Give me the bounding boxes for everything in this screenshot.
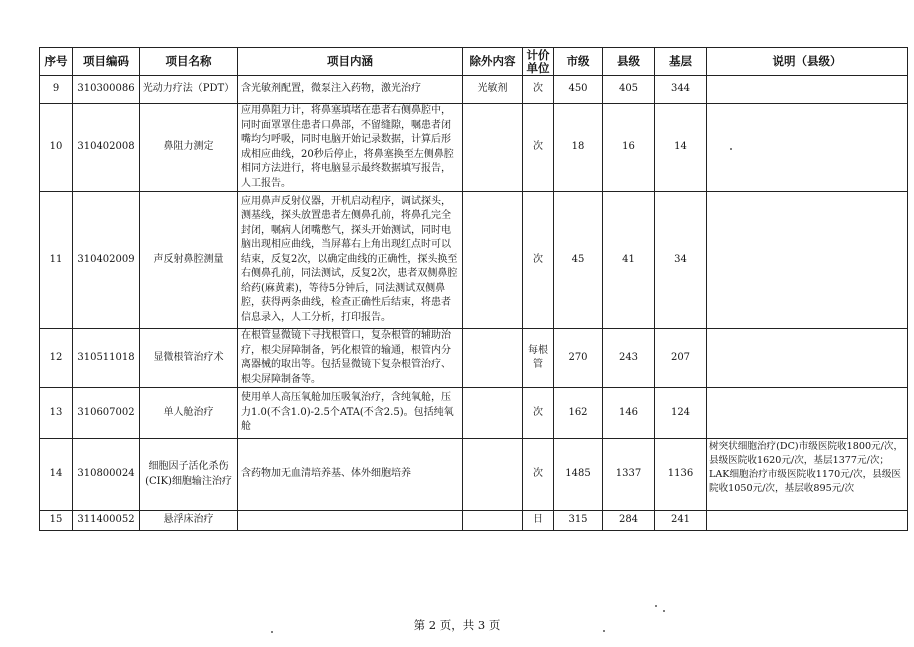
table-row	[40, 76, 908, 104]
scan-speck	[271, 631, 273, 633]
cell-code: 310800024	[73, 439, 140, 511]
pricing-table	[39, 47, 908, 531]
cell-city: 270	[554, 329, 603, 388]
header-name: 项目名称	[140, 48, 238, 76]
cell-city: 45	[554, 192, 603, 329]
cell-excluded	[463, 511, 523, 531]
cell-unit: 次	[523, 76, 554, 104]
cell-unit: 次	[523, 192, 554, 329]
cell-county: 16	[603, 104, 655, 192]
cell-code: 310402009	[73, 192, 140, 329]
cell-base: 241	[655, 511, 707, 531]
cell-unit: 次	[523, 104, 554, 192]
cell-code: 310300086	[73, 76, 140, 104]
cell-code: 311400052	[73, 511, 140, 531]
cell-city: 450	[554, 76, 603, 104]
cell-note	[707, 388, 908, 439]
cell-excluded	[463, 104, 523, 192]
cell-note	[707, 511, 908, 531]
scan-speck	[730, 148, 732, 150]
cell-note	[707, 329, 908, 388]
cell-city: 1485	[554, 439, 603, 511]
cell-unit: 每根管	[523, 329, 554, 388]
cell-no: 15	[40, 511, 73, 531]
cell-name: 细胞因子活化杀伤(CIK)细胞输注治疗	[140, 439, 238, 511]
scan-speck	[655, 605, 657, 607]
cell-unit: 次	[523, 439, 554, 511]
header-row	[40, 48, 908, 76]
cell-name: 光动力疗法（PDT）	[140, 76, 238, 104]
scan-speck	[663, 610, 665, 612]
cell-note	[707, 104, 908, 192]
cell-county: 1337	[603, 439, 655, 511]
cell-note	[707, 192, 908, 329]
cell-no: 11	[40, 192, 73, 329]
header-no: 序号	[40, 48, 73, 76]
header-county: 县级	[603, 48, 655, 76]
table-row	[40, 511, 908, 531]
cell-no: 12	[40, 329, 73, 388]
cell-name: 单人舱治疗	[140, 388, 238, 439]
cell-code: 310511018	[73, 329, 140, 388]
header-excluded: 除外内容	[463, 48, 523, 76]
cell-base: 124	[655, 388, 707, 439]
cell-county: 146	[603, 388, 655, 439]
scan-speck	[603, 630, 605, 632]
cell-name: 声反射鼻腔测量	[140, 192, 238, 329]
header-base: 基层	[655, 48, 707, 76]
cell-content: 应用鼻声反射仪器，开机启动程序，调试探头，测基线，探头放置患者左侧鼻孔前，将鼻孔完全封闭，嘱病人闭嘴憋气，探头开始测试，同时电脑出现相应曲线，当屏幕右上角出现红点时可以结束，反复2次，以确定曲线的正确性，探头换至右侧鼻孔前，同法测试，反复2次，患者双侧鼻腔给药(麻黄素)，等待5分钟后，同法测试双侧鼻腔，获得两条曲线，检查正确性后结束，将患者信息录入，人工分析，打印报告。	[238, 192, 463, 329]
cell-unit: 日	[523, 511, 554, 531]
cell-code: 310607002	[73, 388, 140, 439]
header-note: 说明（县级）	[707, 48, 908, 76]
cell-content: 使用单人高压氧舱加压吸氧治疗，含纯氧舱，压力1.0(不含1.0)-2.5个ATA(不含2.5)。包括纯氧舱	[238, 388, 463, 439]
cell-note	[707, 76, 908, 104]
cell-content: 在根管显微镜下寻找根管口，复杂根管的辅助治疗，根尖屏障制备，钙化根管的输通，根管内分离器械的取出等。包括显微镜下复杂根管治疗、根尖屏障制备等。	[238, 329, 463, 388]
header-city: 市级	[554, 48, 603, 76]
table-row	[40, 329, 908, 388]
cell-name: 鼻阻力测定	[140, 104, 238, 192]
cell-county: 243	[603, 329, 655, 388]
header-unit: 计价单位	[523, 48, 554, 76]
cell-excluded	[463, 388, 523, 439]
table-row	[40, 104, 908, 192]
header-content: 项目内涵	[238, 48, 463, 76]
cell-content: 含药物加无血清培养基、体外细胞培养	[238, 439, 463, 511]
cell-content: 应用鼻阻力计，将鼻塞填堵在患者右侧鼻腔中，同时面罩罩住患者口鼻部，不留缝隙，嘱患者闭嘴均匀呼吸，同时电脑开始记录数据，计算后形成相应曲线，20秒后停止，将鼻塞换至左侧鼻腔相同方法进行，将电脑显示最终数据填写报告，人工报告。	[238, 104, 463, 192]
cell-no: 9	[40, 76, 73, 104]
cell-name: 显微根管治疗术	[140, 329, 238, 388]
cell-county: 405	[603, 76, 655, 104]
page-number-footer: 第 2 页，共 3 页	[413, 618, 501, 632]
cell-base: 34	[655, 192, 707, 329]
cell-excluded: 光敏剂	[463, 76, 523, 104]
table-row	[40, 388, 908, 439]
cell-unit: 次	[523, 388, 554, 439]
header-code: 项目编码	[73, 48, 140, 76]
cell-city: 315	[554, 511, 603, 531]
cell-content: 含光敏剂配置，微泵注入药物，激光治疗	[238, 76, 463, 104]
cell-base: 344	[655, 76, 707, 104]
cell-excluded	[463, 329, 523, 388]
cell-no: 14	[40, 439, 73, 511]
cell-content	[238, 511, 463, 531]
cell-base: 207	[655, 329, 707, 388]
cell-city: 162	[554, 388, 603, 439]
cell-no: 10	[40, 104, 73, 192]
cell-code: 310402008	[73, 104, 140, 192]
cell-excluded	[463, 192, 523, 329]
cell-name: 悬浮床治疗	[140, 511, 238, 531]
cell-note: 树突状细胞治疗(DC)市级医院收1800元/次，县级医院收1620元/次，基层1377元/次；LAK细胞治疗市级医院收1170元/次，县级医院收1050元/次，基层收895元/次	[707, 439, 908, 511]
cell-no: 13	[40, 388, 73, 439]
cell-city: 18	[554, 104, 603, 192]
cell-county: 41	[603, 192, 655, 329]
cell-excluded	[463, 439, 523, 511]
table-row	[40, 439, 908, 511]
table-row	[40, 192, 908, 329]
cell-base: 1136	[655, 439, 707, 511]
cell-county: 284	[603, 511, 655, 531]
cell-base: 14	[655, 104, 707, 192]
